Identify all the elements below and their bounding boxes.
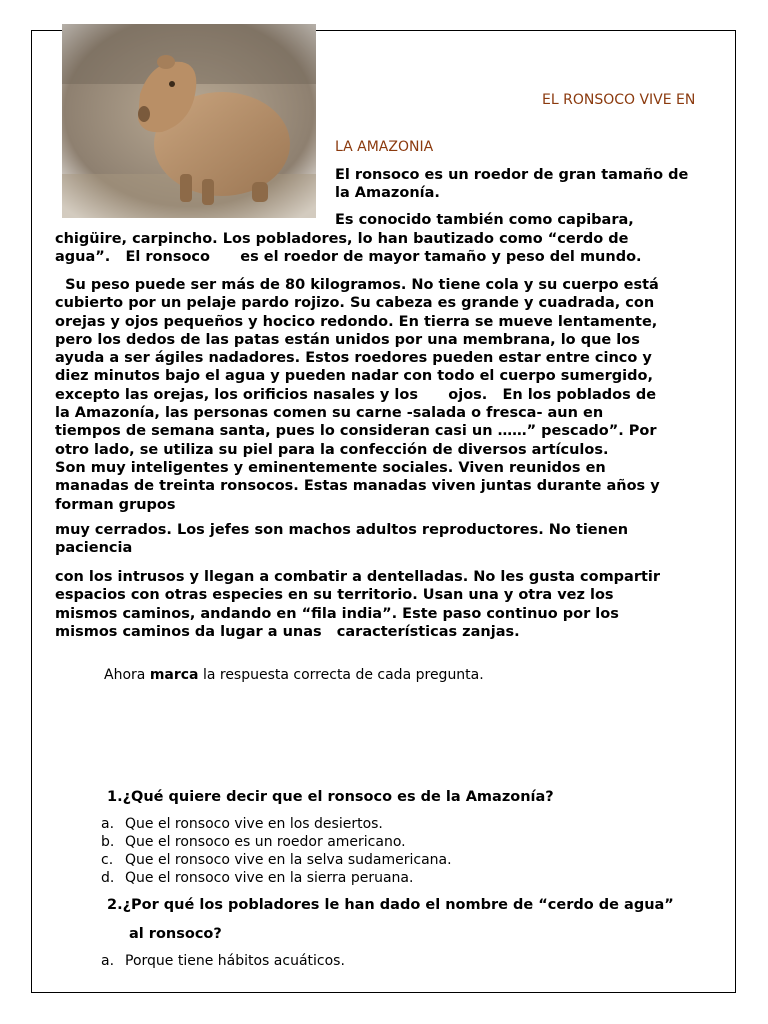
q1-option-b[interactable] bbox=[101, 834, 406, 850]
text-line: mismos caminos, andando en “fila india”. Este paso continuo por los bbox=[55, 605, 619, 622]
question-2-line-1: 2.¿Por qué los pobladores le han dado el nombre de “cerdo de agua” bbox=[107, 897, 674, 913]
text-line: muy cerrados. Los jefes son machos adultos reproductores. No tienen bbox=[55, 522, 629, 538]
text-line: agua”. El ronsoco es el roedor de mayor tamaño y peso del mundo. bbox=[55, 249, 642, 266]
q1-option-d[interactable] bbox=[101, 870, 413, 886]
option-text: Porque tiene hábitos acuáticos. bbox=[125, 953, 345, 969]
option-text: Que el ronsoco es un roedor americano. bbox=[125, 834, 406, 850]
text-line: ayuda a ser ágiles nadadores. Estos roedores pueden estar entre cinco y bbox=[55, 350, 652, 367]
text-line: excepto las orejas, los orificios nasales y los ojos. En los poblados de bbox=[55, 386, 657, 403]
option-letter: c. bbox=[101, 852, 114, 868]
option-letter: a. bbox=[101, 816, 115, 832]
text-line: espacios con otras especies en su territorio. Usan una y otra vez los bbox=[55, 587, 614, 604]
q2-option-a[interactable] bbox=[101, 953, 345, 969]
title-line-2: LA AMAZONIA bbox=[335, 139, 434, 155]
text-line: Su peso puede ser más de 80 kilogramos. No tiene cola y su cuerpo está bbox=[55, 277, 659, 293]
text-line: manadas de treinta ronsocos. Estas manadas viven juntas durante años y bbox=[55, 478, 660, 495]
option-letter: a. bbox=[101, 953, 115, 969]
option-text: Que el ronsoco vive en los desiertos. bbox=[125, 816, 383, 832]
option-text: Que el ronsoco vive en la sierra peruana. bbox=[125, 870, 414, 886]
paragraph-5 bbox=[55, 568, 725, 641]
text-line: la Amazonía, las personas comen su carne -salada o fresca- aun en bbox=[55, 405, 604, 422]
paragraph-2-start bbox=[335, 211, 720, 229]
question-1: 1.¿Qué quiere decir que el ronsoco es de la Amazonía? bbox=[107, 789, 554, 805]
text-line: paciencia bbox=[55, 540, 133, 557]
text-line: la Amazonía. bbox=[335, 185, 440, 202]
text-line: mismos caminos da lugar a unas características zanjas. bbox=[55, 623, 520, 640]
text-line: con los intrusos y llegan a combatir a dentelladas. No les gusta compartir bbox=[55, 569, 661, 585]
title-line-1: EL RONSOCO VIVE EN bbox=[542, 92, 696, 108]
capybara-photo bbox=[62, 24, 316, 218]
text-line: Son muy inteligentes y eminentemente sociales. Viven reunidos en bbox=[55, 459, 606, 476]
text-line: cubierto por un pelaje pardo rojizo. Su cabeza es grande y cuadrada, con bbox=[55, 295, 655, 312]
text-line: diez minutos bajo el agua y pueden nadar con todo el cuerpo sumergido, bbox=[55, 368, 653, 385]
instruction-prefix: Ahora bbox=[104, 667, 150, 683]
paragraph-4 bbox=[55, 521, 725, 558]
text-line: tiempos de semana santa, pues lo consideran casi un ……” pescado”. Por bbox=[55, 423, 657, 440]
paragraph-1 bbox=[335, 166, 720, 203]
instruction-bold: marca bbox=[149, 667, 199, 683]
text-line: orejas y ojos pequeños y hocico redondo. En tierra se mueve lentamente, bbox=[55, 313, 658, 330]
option-text: Que el ronsoco vive en la selva sudamericana. bbox=[125, 852, 452, 868]
paragraph-2 bbox=[55, 230, 725, 267]
text-line: Es conocido también como capibara, bbox=[335, 212, 634, 228]
q1-option-a[interactable] bbox=[101, 816, 383, 832]
text-line: forman grupos bbox=[55, 496, 176, 513]
instruction-suffix: la respuesta correcta de cada pregunta. bbox=[198, 667, 484, 683]
question-2-line-2: al ronsoco? bbox=[129, 926, 222, 942]
option-letter: b. bbox=[101, 834, 115, 850]
instruction bbox=[104, 667, 484, 683]
text-line: chigüire, carpincho. Los pobladores, lo han bautizado como “cerdo de bbox=[55, 231, 629, 247]
paragraph-3 bbox=[55, 276, 725, 514]
text-line: El ronsoco es un roedor de gran tamaño de bbox=[335, 167, 689, 183]
text-line: otro lado, se utiliza su piel para la confección de diversos artículos. bbox=[55, 441, 609, 458]
option-letter: d. bbox=[101, 870, 115, 886]
text-line: pero los dedos de las patas están unidos por una membrana, lo que los bbox=[55, 331, 640, 348]
q1-option-c[interactable] bbox=[101, 852, 452, 868]
